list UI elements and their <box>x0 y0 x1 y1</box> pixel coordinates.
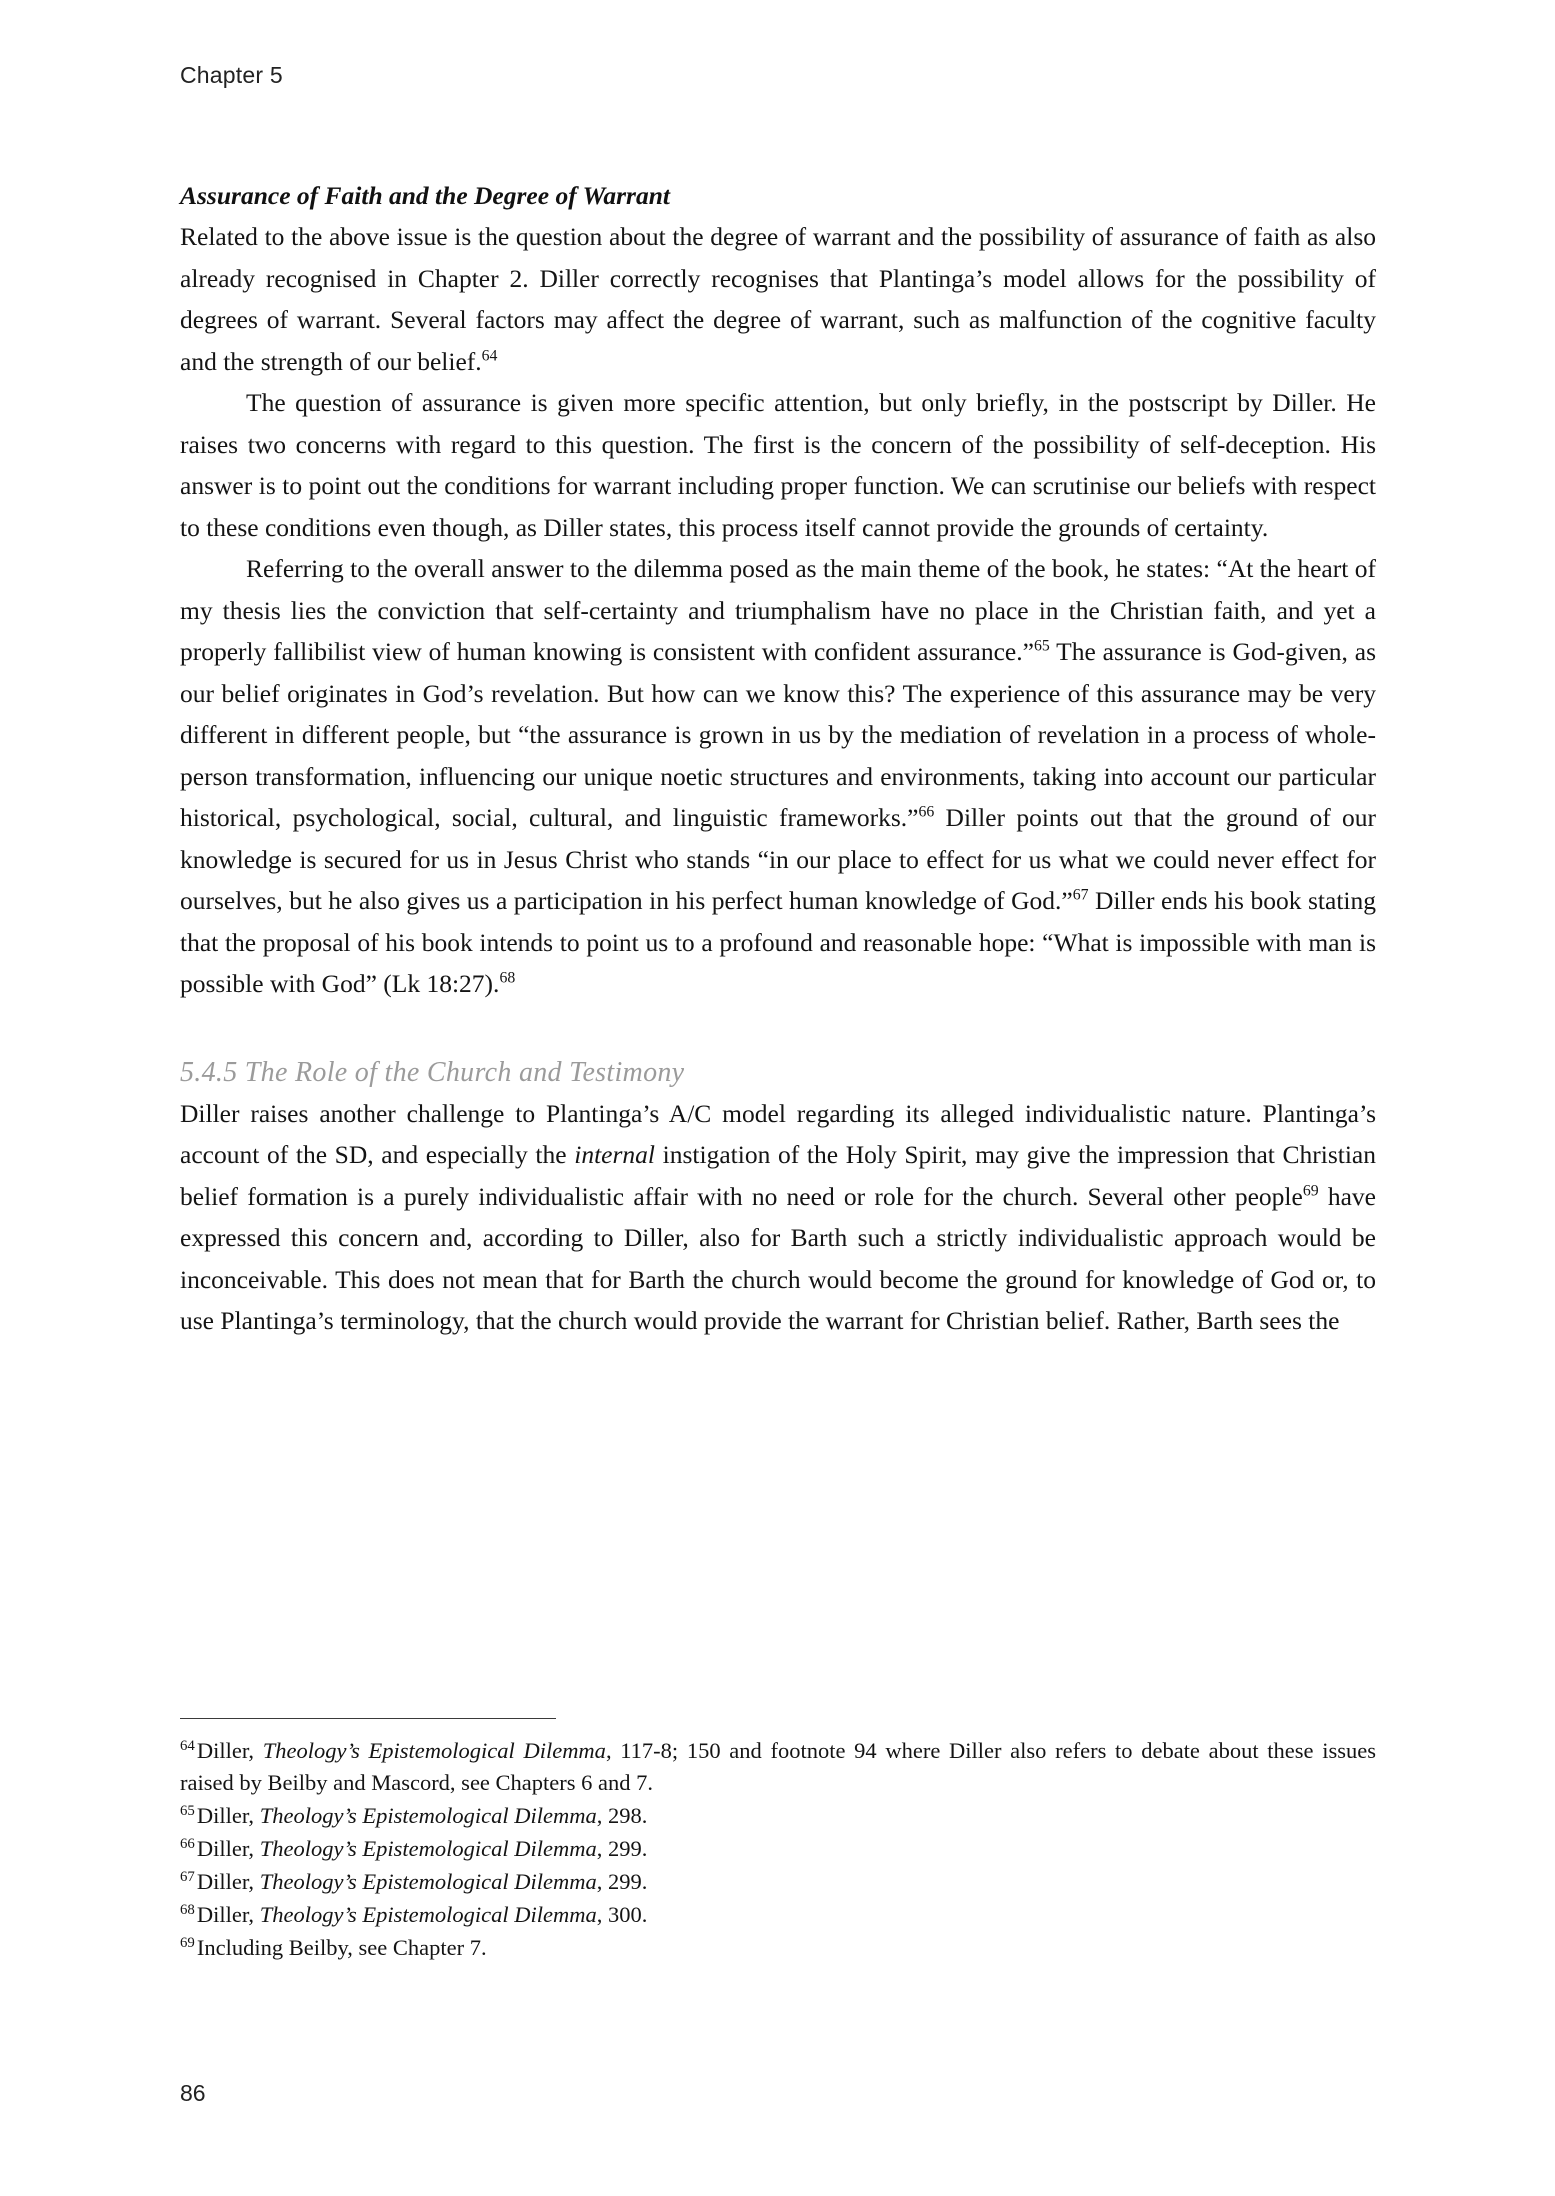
footnote-text-pre: Diller, <box>196 1869 260 1894</box>
section-heading: Assurance of Faith and the Degree of Warrant <box>180 181 670 210</box>
paragraph-3 <box>180 548 1376 1005</box>
footnote-ref-66[interactable]: 66 <box>918 803 935 821</box>
running-head: Chapter 5 <box>180 62 283 88</box>
footnote-text-pre: Including Beilby, see Chapter 7. <box>196 1935 487 1960</box>
page-number: 86 <box>180 2080 206 2106</box>
footnote-ref-64[interactable]: 64 <box>481 347 498 364</box>
footnote-title: Theology’s Epistemological Dilemma <box>259 1902 597 1927</box>
footnote-title: Theology’s Epistemological Dilemma <box>259 1869 597 1894</box>
subsection-heading: 5.4.5 The Role of the Church and Testimony <box>180 1056 685 1088</box>
footnote-title: Theology’s Epistemological Dilemma <box>259 1836 597 1861</box>
footnote-text-post: , 298. <box>596 1803 648 1828</box>
footnote-separator-rule <box>180 1718 556 1719</box>
footnote-area <box>180 1718 1376 1965</box>
footnote-text-pre: Diller, <box>196 1902 260 1927</box>
footnote-text-pre: Diller, <box>196 1836 260 1861</box>
paragraph-3-part-a: Referring to the overall answer to the dilemma posed as the main theme of the book, he states: “At the heart of my thesis lies the conviction that self-certainty and triumphalism have no place in the Christian faith, and yet a properly fallibilist view of human knowing is consistent with confident assurance.” <box>180 554 1376 666</box>
footnote-item <box>180 1866 1376 1898</box>
footnote-item <box>180 1833 1376 1865</box>
footnote-text-pre: Diller, <box>196 1803 260 1828</box>
footnote-title: Theology’s Epistemological Dilemma <box>262 1738 606 1763</box>
footnote-item <box>180 1899 1376 1931</box>
footnote-ref-67[interactable]: 67 <box>1072 886 1089 904</box>
paragraph-4-part-b: instigation of the Holy Spirit, may give the impression that Christian belief formation is a purely individualistic affair with no need or role for the church. Several other people <box>180 1140 1377 1211</box>
footnote-text-post: , 117-8; 150 and footnote 94 where Diller also refers to debate about these issues raised by Beilby and Mascord, see Chapters 6 and 7. <box>180 1738 1376 1795</box>
footnote-ref-65[interactable]: 65 <box>1033 637 1050 655</box>
page-content <box>180 62 1376 1342</box>
footnote-text-post: , 299. <box>596 1869 648 1894</box>
paragraph-4-emphasis: internal <box>574 1140 655 1169</box>
footnote-ref-69[interactable]: 69 <box>1302 1182 1319 1199</box>
footnote-item <box>180 1735 1376 1799</box>
footnote-text-pre: Diller, <box>196 1738 263 1763</box>
footnote-marker: 67 <box>180 1868 195 1885</box>
footnote-marker: 66 <box>180 1835 195 1852</box>
footnote-ref-68[interactable]: 68 <box>499 969 516 987</box>
footnote-item <box>180 1932 1376 1964</box>
paragraph-4-part-a: Diller raises another challenge to Plantinga’s A/C model regarding its alleged individualistic nature. Plantinga’s account of the SD, and especially the <box>180 1098 1376 1169</box>
footnote-marker: 68 <box>180 1901 195 1918</box>
paragraph-1-text: Related to the above issue is the question about the degree of warrant and the possibility of assurance of faith as also already recognised in Chapter 2. Diller correctly recognises that Plantinga’s model allows for the possibility of degrees of warrant. Several factors may affect the degree of warrant, such as malfunction of the cognitive faculty and the strength of our belief. <box>180 222 1376 376</box>
paragraph-3-part-c: Diller points out that the ground of our knowledge is secured for us in Jesus Christ who stands “in our place to effect for us what we could never effect for ourselves, but he also gives us a participation in his perfect human knowledge of God.” <box>180 803 1376 915</box>
footnote-marker: 64 <box>180 1737 195 1754</box>
paragraph-3-part-d: Diller ends his book stating that the proposal of his book intends to point us to a profound and reasonable hope: “What is impossible with man is possible with God” (Lk 18:27). <box>180 886 1376 998</box>
paragraph-2: The question of assurance is given more specific attention, but only briefly, in the postscript by Diller. He raises two concerns with regard to this question. The first is the concern of the possibility of self-deception. His answer is to point out the conditions for warrant including proper function. We can scrutinise our beliefs with respect to these conditions even though, as Diller states, this process itself cannot provide the grounds of certainty. <box>180 388 1376 542</box>
footnote-marker: 65 <box>180 1802 195 1819</box>
footnote-text-post: , 300. <box>596 1902 648 1927</box>
paragraph-1 <box>180 216 1376 382</box>
paragraph-4 <box>180 1093 1376 1342</box>
footnote-title: Theology’s Epistemological Dilemma <box>259 1803 597 1828</box>
paragraph-3-part-b: The assurance is God-given, as our belief originates in God’s revelation. But how can we know this? The experience of this assurance may be very different in different people, but “the assurance is grown in us by the mediation of revelation in a process of whole-person transformation, influencing our unique noetic structures and environments, taking into account our particular historical, psychological, social, cultural, and linguistic frameworks.” <box>180 637 1377 832</box>
footnote-item <box>180 1800 1376 1832</box>
footnote-text-post: , 299. <box>596 1836 648 1861</box>
paragraph-4-part-c: have expressed this concern and, according to Diller, also for Barth such a strictly individualistic approach would be inconceivable. This does not mean that for Barth the church would become the ground for knowledge of God or, to use Plantinga’s terminology, that the church would provide the warrant for Christian belief. Rather, Barth sees the <box>180 1181 1377 1335</box>
footnote-marker: 69 <box>180 1934 195 1951</box>
